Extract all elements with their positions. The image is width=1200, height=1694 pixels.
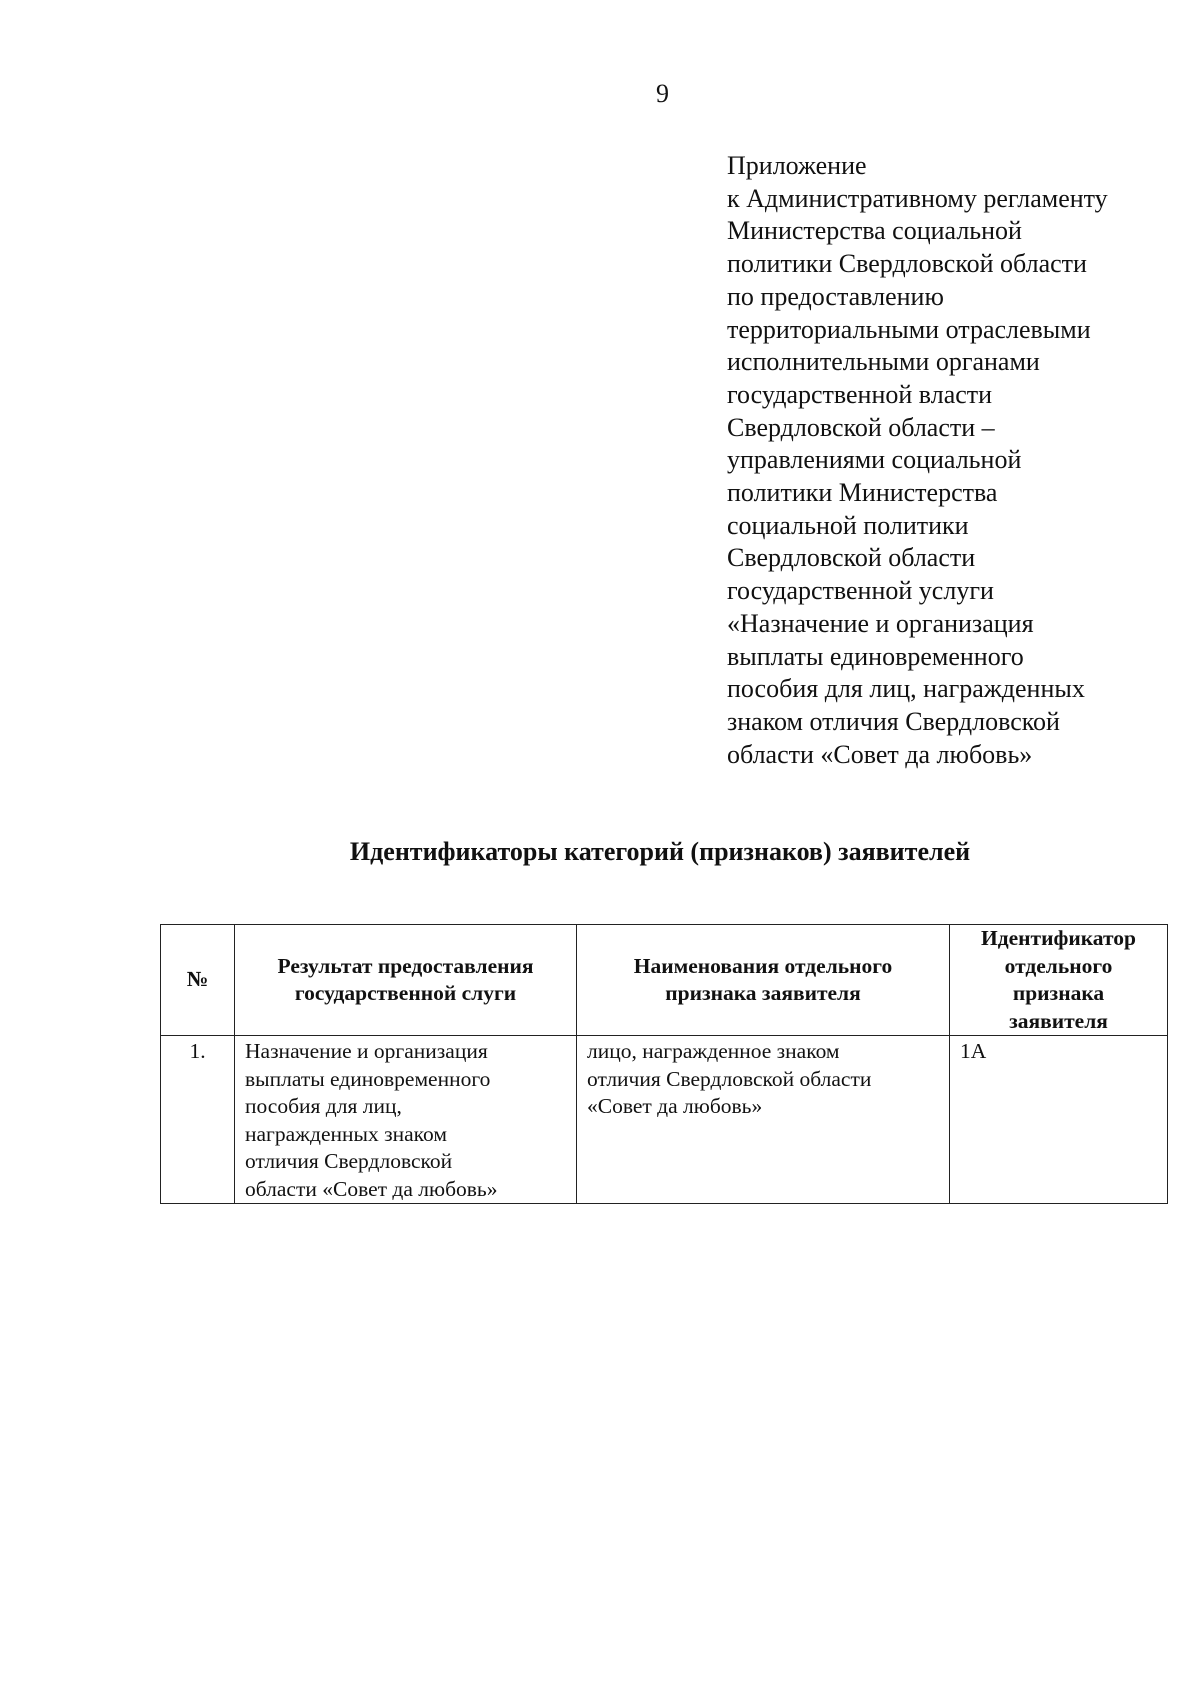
appendix-line: политики Свердловской области: [727, 249, 1087, 279]
appendix-line: Приложение: [727, 151, 867, 180]
appendix-line: Свердловской области: [727, 543, 976, 573]
cell-number: [161, 1036, 235, 1204]
result-line: пособия для лиц,: [245, 1094, 402, 1118]
appendix-line: политики Министерства: [727, 478, 998, 508]
cell-identifier: [950, 1036, 1168, 1204]
header-name-line: Наименования отдельного: [633, 953, 893, 978]
name-line: отличия Свердловской области: [587, 1066, 872, 1091]
header-identifier-line: Идентификатор: [981, 926, 1136, 950]
result-line: области «Совет да любовь»: [245, 1176, 498, 1201]
header-identifier-line: признака: [1012, 981, 1105, 1005]
appendix-line: территориальными отраслевыми: [727, 314, 1091, 344]
appendix-line: государственной услуги: [727, 576, 994, 606]
identifiers-table: [160, 924, 1168, 1204]
result-line: отличия Свердловской: [245, 1149, 453, 1173]
cell-result: [235, 1036, 577, 1204]
document-title: Идентификаторы категорий (признаков) заявителей: [349, 837, 971, 866]
header-identifier-line: отдельного: [1004, 953, 1113, 978]
appendix-line: знаком отличия Свердловской: [727, 706, 1060, 736]
appendix-line: социальной политики: [727, 510, 969, 540]
appendix-line: «Назначение и организация: [727, 608, 1034, 638]
name-line: лицо, награжденное знаком: [587, 1039, 840, 1063]
appendix-line: выплаты единовременного: [727, 641, 1024, 671]
name-line: «Совет да любовь»: [587, 1094, 763, 1118]
appendix-caption: [727, 150, 1187, 771]
appendix-line: государственной власти: [727, 379, 993, 409]
table-row: [161, 1036, 1168, 1204]
appendix-line: пособия для лиц, награжденных: [727, 674, 1085, 704]
cell-name: [577, 1036, 950, 1204]
identifier-value: 1А: [960, 1039, 987, 1063]
result-line: выплаты единовременного: [245, 1066, 491, 1091]
header-number-label: №: [186, 967, 209, 992]
row-number: 1.: [189, 1039, 206, 1063]
appendix-line: исполнительными органами: [727, 347, 1040, 377]
appendix-line: к Административному регламенту: [727, 183, 1108, 213]
header-name-line: признака заявителя: [665, 981, 861, 1005]
table-header-row: [161, 925, 1168, 1036]
appendix-line: управлениями социальной: [727, 445, 1022, 475]
header-result: [235, 925, 577, 1036]
header-result-line: Результат предоставления: [277, 953, 534, 978]
appendix-line: Министерства социальной: [727, 216, 1022, 246]
appendix-line: Свердловской области –: [727, 412, 995, 442]
appendix-line: области «Совет да любовь»: [727, 739, 1033, 769]
header-name: [577, 925, 950, 1036]
page-number: 9: [656, 79, 669, 108]
header-result-line: государственной слуги: [294, 981, 517, 1005]
result-line: награжденных знаком: [245, 1121, 447, 1146]
header-number: [161, 925, 235, 1036]
appendix-line: по предоставлению: [727, 281, 944, 311]
result-line: Назначение и организация: [245, 1039, 488, 1063]
header-identifier-line: заявителя: [1009, 1008, 1108, 1033]
header-identifier: [950, 925, 1168, 1036]
